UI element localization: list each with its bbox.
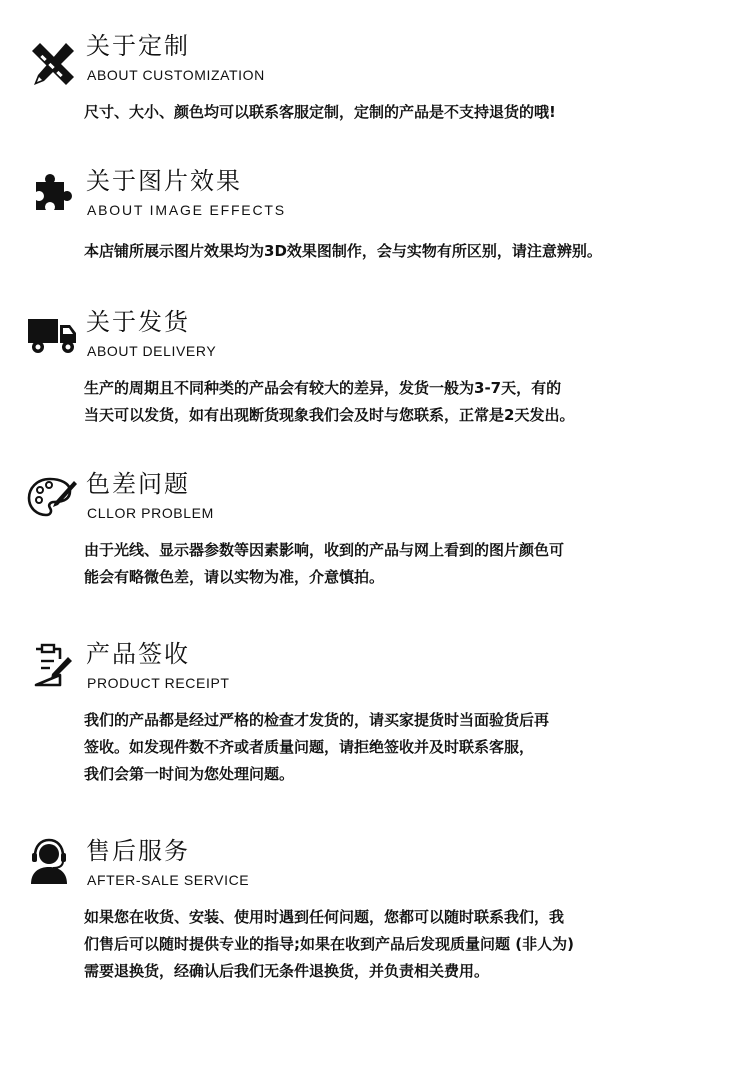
section-image-effects: [0, 166, 749, 266]
section-product-receipt: [0, 639, 749, 799]
section-body: [84, 238, 734, 265]
section-color-problem: [0, 469, 749, 599]
body-line: 当天可以发货，如有出现断货现象我们会及时与您联系，正常是2天发出。: [84, 406, 575, 424]
puzzle-piece-icon: [26, 170, 78, 218]
body-line: 本店铺所展示图片效果均为3D效果图制作，会与实物有所区别，请注意辨别。: [84, 242, 602, 260]
section-body: [84, 99, 734, 126]
clipboard-sign-icon: [26, 641, 78, 689]
body-line: 我们的产品都是经过严格的检查才发货的，请买家提货时当面验货后再: [84, 711, 550, 729]
delivery-truck-icon: [26, 309, 78, 357]
body-line: 能会有略微色差，请以实物为准，介意慎拍。: [84, 568, 385, 586]
section-body: [84, 375, 734, 429]
section-title: 关于定制: [86, 32, 190, 60]
body-line: 我们会第一时间为您处理问题。: [84, 765, 295, 783]
section-title: 产品签收: [86, 640, 190, 668]
headset-agent-icon: [26, 838, 78, 886]
section-body: [84, 904, 734, 985]
section-body: [84, 537, 734, 591]
section-subtitle: ABOUT CUSTOMIZATION: [87, 67, 265, 83]
section-body: [84, 707, 734, 788]
section-delivery: [0, 307, 749, 437]
body-line: 签收。如发现件数不齐或者质量问题，请拒绝签收并及时联系客服，: [84, 738, 535, 756]
section-subtitle: CLLOR PROBLEM: [87, 505, 214, 521]
body-line: 们售后可以随时提供专业的指导;如果在收到产品后发现质量问题 (非人为): [84, 935, 574, 953]
section-customization: [0, 31, 749, 131]
body-line: 尺寸、大小、颜色均可以联系客服定制，定制的产品是不支持退货的哦!: [84, 103, 556, 121]
section-title: 色差问题: [86, 470, 190, 498]
body-line: 如果您在收货、安装、使用时遇到任何问题，您都可以随时联系我们，我: [84, 908, 565, 926]
body-line: 由于光线、显示器参数等因素影响，收到的产品与网上看到的图片颜色可: [84, 541, 565, 559]
section-subtitle: PRODUCT RECEIPT: [87, 675, 230, 691]
color-palette-icon: [26, 473, 78, 521]
body-line: 生产的周期且不同种类的产品会有较大的差异，发货一般为3-7天，有的: [84, 379, 562, 397]
section-title: 关于发货: [86, 308, 190, 336]
section-title: 关于图片效果: [86, 167, 242, 195]
body-line: 需要退换货，经确认后我们无条件退换货，并负责相关费用。: [84, 962, 490, 980]
pencil-ruler-icon: [26, 39, 78, 87]
section-after-sale-service: [0, 836, 749, 996]
section-title: 售后服务: [86, 837, 190, 865]
section-subtitle: AFTER-SALE SERVICE: [87, 872, 250, 888]
section-subtitle: ABOUT DELIVERY: [87, 343, 217, 359]
section-subtitle: ABOUT IMAGE EFFECTS: [87, 202, 286, 218]
